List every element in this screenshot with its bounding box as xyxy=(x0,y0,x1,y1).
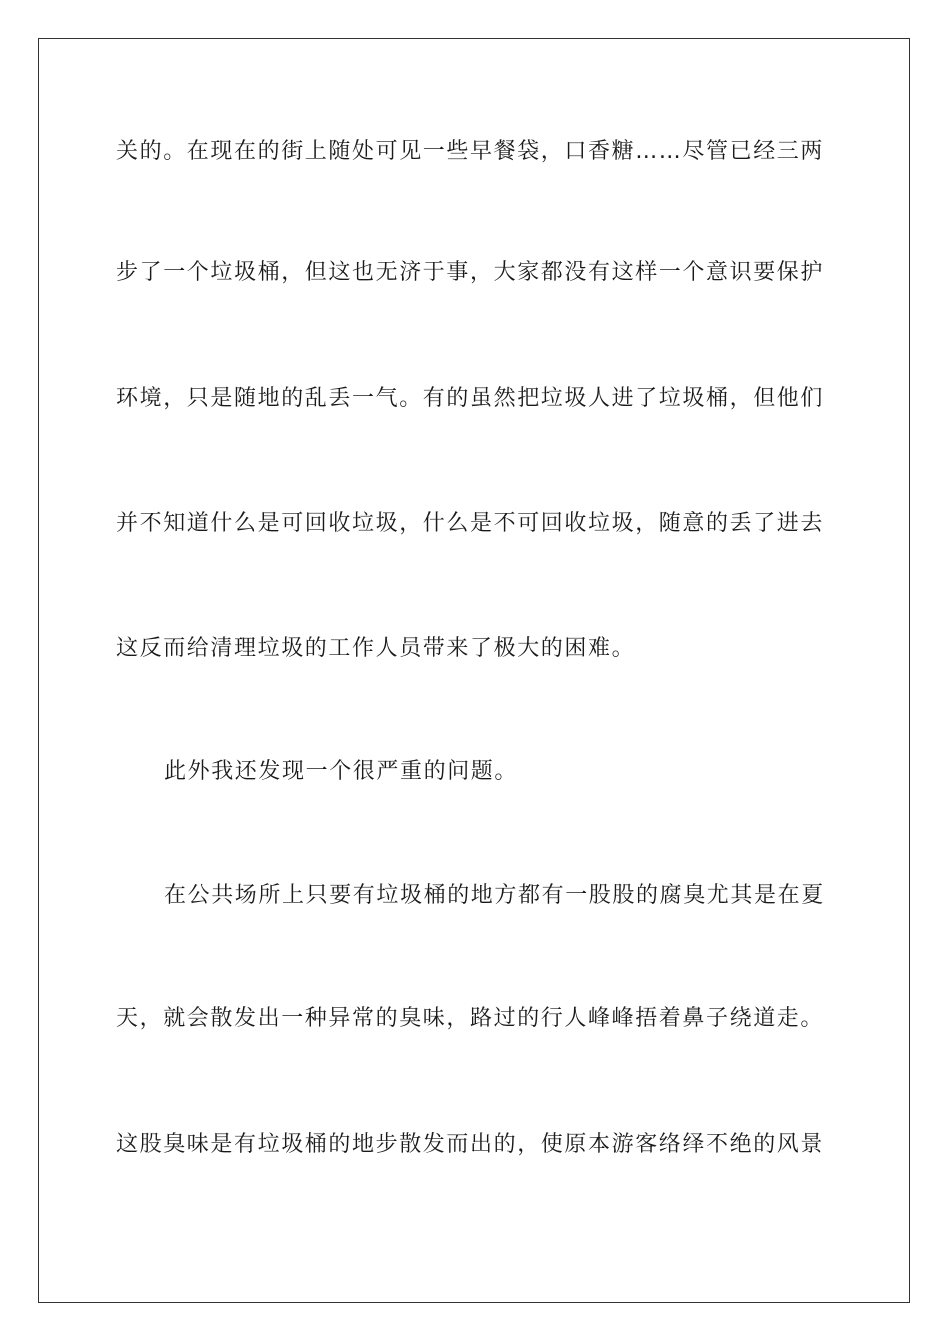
text-line-8: 天，就会散发出一种异常的臭味，路过的行人峰峰捂着鼻子绕道走。 xyxy=(116,1006,825,1031)
text-line-1: 关的。在现在的街上随处可见一些早餐袋，口香糖……尽管已经三两 xyxy=(116,139,825,164)
page-border xyxy=(38,38,910,1303)
text-line-2: 步了一个垃圾桶，但这也无济于事，大家都没有这样一个意识要保护 xyxy=(116,260,825,285)
text-line-4: 并不知道什么是可回收垃圾，什么是不可回收垃圾，随意的丢了进去 xyxy=(116,511,825,536)
text-line-9: 这股臭味是有垃圾桶的地步散发而出的，使原本游客络绎不绝的风景 xyxy=(116,1132,825,1157)
text-line-3: 环境，只是随地的乱丢一气。有的虽然把垃圾人进了垃圾桶，但他们 xyxy=(116,386,825,411)
text-line-5: 这反而给清理垃圾的工作人员带来了极大的困难。 xyxy=(116,636,636,661)
paragraph-line-6: 此外我还发现一个很严重的问题。 xyxy=(164,759,519,784)
paragraph-line-7: 在公共场所上只要有垃圾桶的地方都有一股股的腐臭尤其是在夏 xyxy=(164,883,825,908)
